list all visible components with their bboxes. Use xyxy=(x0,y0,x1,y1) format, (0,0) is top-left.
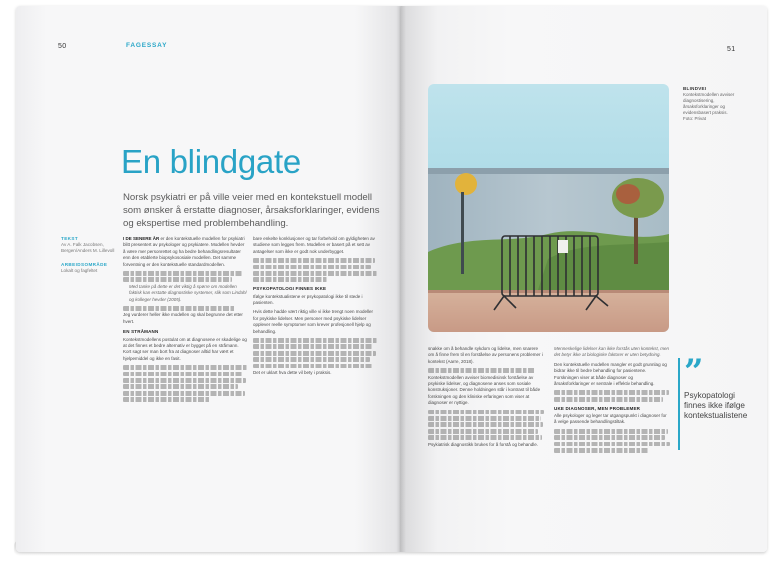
col4-intro: Menneskelige lidelser kan ikke forstås uten kontekst, men det betyr ikke at biologiske faktorer er uten betydning. xyxy=(554,346,670,358)
col1-intro xyxy=(123,236,247,268)
pull-quote: Psykopatologi finnes ikke ifølge kontekstualistene xyxy=(684,391,748,421)
byline-text: Av A. Falk Jacobsen, Bergen/Anders M. Lillevoll xyxy=(61,242,115,254)
text-line xyxy=(253,258,375,263)
text-line xyxy=(253,271,377,276)
text-line xyxy=(123,271,242,276)
area-label: ARBEIDSOMRÅDE xyxy=(61,262,108,267)
article-lede: Norsk psykiatri er på ville veier med en kontekstuell modell som ønsker å erstatte diagnoser, årsaksforklaringer, evidens og ekspertise med problembehandling. xyxy=(123,192,380,230)
byline-label: TEKST xyxy=(61,236,79,241)
text-line xyxy=(253,344,372,349)
col2-sub-intro: Ifølge kontekstualistene er psykopatologi ikke til stede i pasienten. xyxy=(253,293,363,305)
text-line xyxy=(123,372,243,377)
col4-body: Den kontekstuelle modellen mangler et godt grunnlag og bidrar ikke til bedre behandling for pasientene. Forskningen viser at både diagnoser og årsaksforklaringer er sentrale i effektiv behandling. xyxy=(554,361,667,387)
text-line xyxy=(428,416,541,421)
col3-body: Kontekstmodellen avviser biomedisinsk forståelse av psykiske lidelser, og diagnosene anses som sosiale konstruksjoner. Denne holdningen står i kontrast til både forskningen og den kliniske erfaringen som viser at diagnoser er nyttige. xyxy=(428,374,541,406)
text-line xyxy=(123,306,235,311)
text-line xyxy=(253,277,327,282)
col2-end: Det er uklart hva dette vil bety i praksis. xyxy=(253,369,332,375)
col1-body: Kontekstmodellens postulat om at diagnosene er skadelige og at det finnes et bedre alternativ er bygget på en stråmann. Kort sagt ser man bort fra at diagnoser alltid har vært et hjelpemiddel og ikke en fasit. xyxy=(123,336,247,361)
text-line xyxy=(428,429,538,434)
photo-caption xyxy=(683,86,735,122)
caption-text: Kontekstmodellen avviser diagnostisering, årsaksforklaringer og evidensbasert praksis. Foto: Privat xyxy=(683,92,735,121)
text-line xyxy=(123,384,238,389)
area-text: Lokalt og fagfeltet xyxy=(61,268,98,274)
text-line xyxy=(253,364,373,369)
text-line xyxy=(554,448,649,453)
col1-quote: Med tanke på dette er det viktig å spørre om modellen faktisk kan erstatte diagnostiske systemer, slik som Lindahl og kolleger hevder (2005). xyxy=(129,283,247,302)
text-line xyxy=(253,265,371,270)
text-line xyxy=(554,397,663,402)
text-line xyxy=(554,442,670,447)
right-page-number: 51 xyxy=(727,46,736,53)
col2-subheading: PSYKOPATOLOGI FINNES IKKE xyxy=(253,286,327,292)
caption-label: BLINDVEI xyxy=(683,86,707,91)
text-line xyxy=(554,429,668,434)
text-line xyxy=(253,357,370,362)
text-line xyxy=(253,351,376,356)
text-line xyxy=(253,338,377,343)
text-line xyxy=(123,397,210,402)
col1-lead: I DE SENERE ÅR xyxy=(123,236,160,241)
text-line xyxy=(428,422,543,427)
byline-block xyxy=(61,236,119,255)
col4-subheading: UKE DIAGNOSER, MEN PROBLEMER xyxy=(554,405,641,411)
article-title: En blindgate xyxy=(121,143,301,180)
area-block xyxy=(61,262,119,274)
article-photo xyxy=(428,84,669,332)
col2-body: Hvis dette hadde vært riktig ville vi ikke trengt noen modeller for psykiske lidelser. Men personer med psykiske lidelser opplever reelle symptomer som krever profesjonell hjelp og behandling. xyxy=(253,309,374,334)
col1-mid: Jeg vurderer heller ikke modellen og skal begrunne det etter hvert. xyxy=(123,312,243,324)
text-line xyxy=(554,390,669,395)
left-column-2 xyxy=(253,236,377,379)
col1-intro-text: er den kontekstuelle modellen for psykiatri blitt presentert av psykologer og psykiatere. Modellen hevder å være mer personrettet og ha bedre behandlingsresultater enn den etablerte biopsykososiale modellen. Det samme forventning er den kontekstuelle standardmodellen. xyxy=(123,236,245,267)
col3-end: Psykiatrisk diagnostikk brukes for å forstå og behandle. xyxy=(428,441,539,447)
text-line xyxy=(123,378,246,383)
text-line xyxy=(123,391,245,396)
section-rubric: FAGESSAY xyxy=(126,42,168,49)
quote-mark-icon: ” xyxy=(684,352,704,392)
text-line xyxy=(123,365,247,370)
photo-illustration xyxy=(428,84,669,332)
col4-end: Alle psykologer og leger tar utgangspunkt i diagnoser for å velge passende behandlingstiltak. xyxy=(554,413,667,425)
col1-subheading: EN STRÅMANN xyxy=(123,329,159,335)
right-column-2 xyxy=(554,346,670,454)
right-column-1 xyxy=(428,346,544,451)
col2-intro: bare enkelte konklusjoner og tar forbehold om gyldigheten av studiene som legges frem. Modellen er basert på et sett av antagelser som ikke er godt nok underbygget. xyxy=(253,236,375,254)
left-column-1 xyxy=(123,236,247,404)
left-page-number: 50 xyxy=(58,43,67,50)
text-line xyxy=(554,435,665,440)
text-line xyxy=(428,410,544,415)
col3-intro: snakke om å behandle sykdom og lidelse, men snarere om å finne frem til en forståelse av personens problemer i kontekst (Aarre, 2018). xyxy=(428,346,543,364)
text-line xyxy=(428,435,542,440)
text-line xyxy=(428,368,535,373)
pull-quote-rule xyxy=(678,358,680,450)
gutter-fold xyxy=(396,6,406,552)
text-line xyxy=(123,277,232,282)
